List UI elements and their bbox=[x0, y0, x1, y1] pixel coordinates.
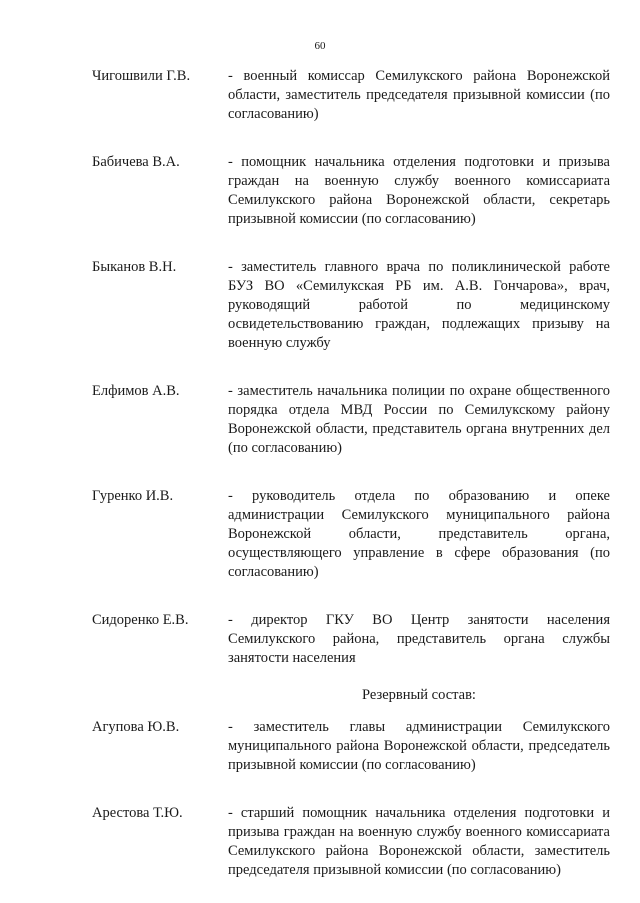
member-entry bbox=[92, 487, 610, 582]
commission-list bbox=[92, 67, 610, 880]
member-name: Агупова Ю.В. bbox=[92, 719, 180, 735]
page-number: 60 bbox=[314, 40, 326, 52]
reserve-heading: Резервный состав: bbox=[362, 687, 476, 703]
member-entry bbox=[92, 258, 610, 353]
member-role: - заместитель главного врача по поликлинической работе БУЗ ВО «Семилукская РБ им. А.В. Гончарова», врач, руководящий работой по медицинскому освидетельствованию граждан, подлежащих призыву на военную службу bbox=[228, 259, 610, 351]
member-role: - заместитель начальника полиции по охране общественного порядка отдела МВД России по Семилукскому району Воронежской области, представитель органа внутренних дел (по согласованию) bbox=[228, 383, 610, 456]
member-entry bbox=[92, 67, 610, 124]
member-entry bbox=[92, 153, 610, 229]
reserve-entry bbox=[92, 804, 610, 880]
member-name: Гуренко И.В. bbox=[92, 488, 174, 504]
member-name: Арестова Т.Ю. bbox=[92, 805, 183, 821]
member-role: - военный комиссар Семилукского района Воронежской области, заместитель председателя призывной комиссии (по согласованию) bbox=[228, 68, 610, 122]
member-role: - директор ГКУ ВО Центр занятости населения Семилукского района, представитель органа службы занятости населения bbox=[228, 612, 610, 666]
member-role: - старший помощник начальника отделения подготовки и призыва граждан на военную службу военного комиссариата Семилукского района Воронежской области, заместитель председателя призывной комиссии (по согласованию) bbox=[228, 805, 610, 878]
member-entry bbox=[92, 611, 610, 668]
reserve-entry bbox=[92, 718, 610, 775]
member-name: Елфимов А.В. bbox=[92, 383, 180, 399]
member-name: Сидоренко Е.В. bbox=[92, 612, 189, 628]
member-name: Быканов В.Н. bbox=[92, 259, 177, 275]
member-role: - руководитель отдела по образованию и опеке администрации Семилукского муниципального района Воронежской области, представитель органа, осуществляющего управление в сфере образования (по согласованию) bbox=[228, 488, 610, 580]
member-name: Бабичева В.А. bbox=[92, 154, 180, 170]
member-name: Чигошвили Г.В. bbox=[92, 68, 191, 84]
member-role: - помощник начальника отделения подготовки и призыва граждан на военную службу военного комиссариата Семилукского района Воронежской области, секретарь призывной комиссии (по согласованию) bbox=[228, 154, 610, 227]
member-entry bbox=[92, 382, 610, 458]
member-role: - заместитель главы администрации Семилукского муниципального района Воронежской области, председатель призывной комиссии (по согласованию) bbox=[228, 719, 610, 773]
